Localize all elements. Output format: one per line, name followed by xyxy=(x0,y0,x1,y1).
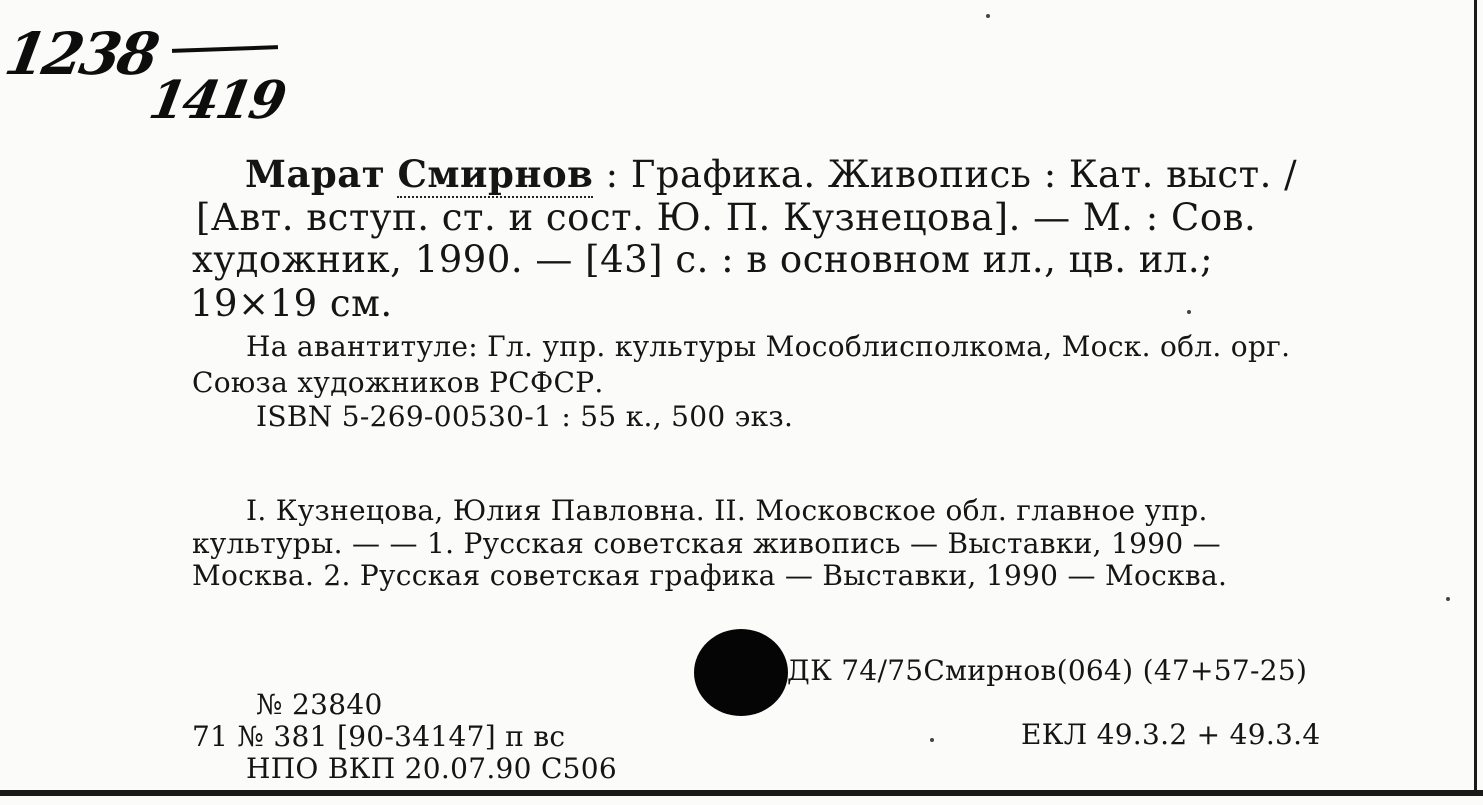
note-line-2: Союза художников РСФСР. xyxy=(192,366,604,399)
order-number: № 23840 xyxy=(256,688,383,721)
title-line-3: художник, 1990. — [43] с. : в основном ил., цв. ил.; xyxy=(192,238,1214,281)
ink-blot xyxy=(694,629,788,716)
card-bottom-edge xyxy=(0,790,1483,796)
isbn-line: ISBN 5-269-00530-1 : 55 к., 500 экз. xyxy=(256,400,794,433)
speck xyxy=(930,738,934,742)
print-line: 71 № 381 [90-34147] п вс xyxy=(192,720,566,753)
handwritten-fraction-line xyxy=(172,45,278,53)
tracings-line-3: Москва. 2. Русская советская графика — Выставки, 1990 — Москва. xyxy=(192,559,1228,592)
author-first-name: Марат xyxy=(245,152,386,196)
speck xyxy=(1446,597,1450,601)
title-text: : Графика. Живопись : Кат. выст. / xyxy=(605,153,1298,196)
tracings-line-1: I. Кузнецова, Юлия Павловна. II. Московское обл. главное упр. xyxy=(246,494,1208,527)
npo-line: НПО ВКП 20.07.90 С506 xyxy=(246,752,618,785)
note-line-1: На авантитуле: Гл. упр. культуры Мособлисполкома, Моск. обл. орг. xyxy=(246,330,1291,363)
title-line-4: 19×19 см. xyxy=(190,282,393,325)
handwritten-number-1: 1238 xyxy=(0,20,162,88)
speck xyxy=(1187,310,1191,314)
tracings-line-2: культуры. — — 1. Русская советская живопись — Выставки, 1990 — xyxy=(192,527,1221,560)
author-last-name: Смирнов xyxy=(397,152,594,196)
title-line-1 xyxy=(245,152,1297,196)
udk-line: ДК 74/75Смирнов(064) (47+57-25) xyxy=(787,654,1308,687)
handwritten-number-2: 1419 xyxy=(144,70,289,131)
speck xyxy=(986,14,990,18)
title-line-2: [Авт. вступ. ст. и сост. Ю. П. Кузнецова]. — М. : Сов. xyxy=(196,196,1257,239)
card-right-edge xyxy=(1474,0,1477,790)
ekl-line: ЕКЛ 49.3.2 + 49.3.4 xyxy=(1021,718,1321,751)
